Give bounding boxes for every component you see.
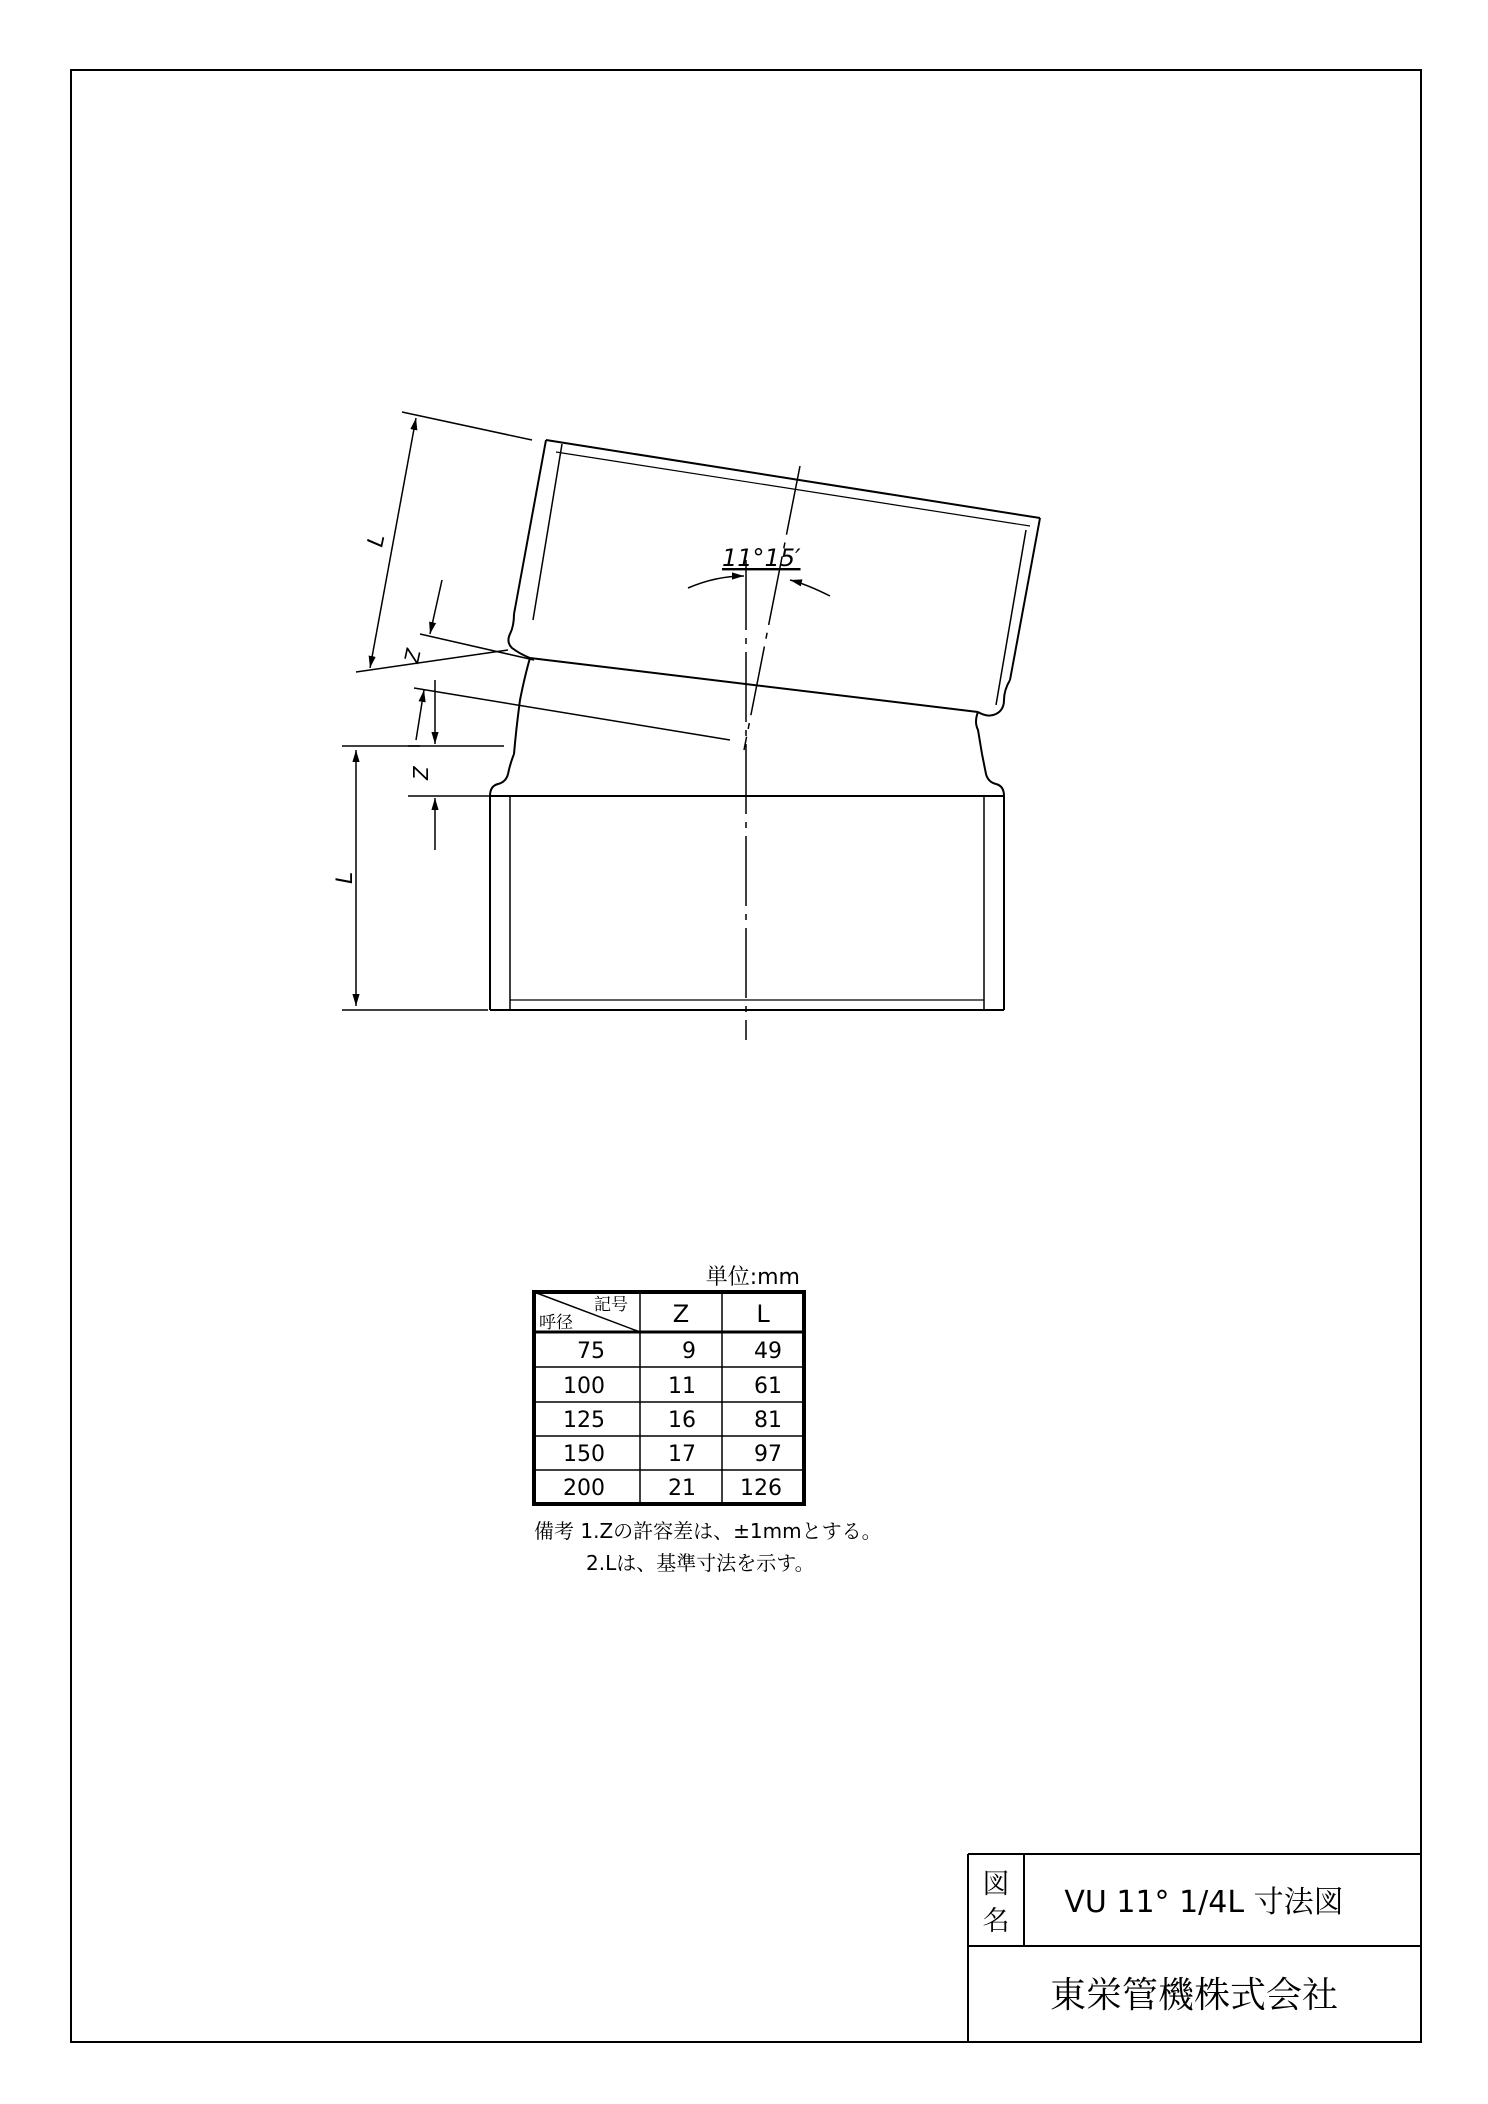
dim-label-l-upper: L — [363, 532, 391, 550]
title-label-top: 図 — [982, 1869, 1010, 1900]
header-l: L — [756, 1300, 770, 1328]
title-block — [968, 1854, 1421, 2042]
angle-label: 11°15′ — [722, 544, 801, 572]
dimension-lines — [342, 412, 730, 1010]
table-cell: 11 — [668, 1374, 696, 1399]
table-cell: 61 — [754, 1374, 782, 1399]
title-label-bottom: 名 — [982, 1906, 1010, 1937]
dim-label-l-lower: L — [333, 871, 358, 884]
table-note-1: 備考 1.Zの許容差は、±1mmとする。 — [534, 1519, 882, 1543]
table-cell: 49 — [754, 1339, 782, 1364]
table-cell: 21 — [668, 1476, 696, 1501]
dimension-table — [534, 1265, 882, 1575]
table-cell: 100 — [563, 1374, 605, 1399]
table-cell: 125 — [563, 1408, 605, 1433]
sheet-border — [71, 70, 1421, 2042]
company-name: 東栄管機株式会社 — [1049, 1975, 1339, 2016]
dim-label-z-upper: Z — [399, 646, 426, 666]
header-z: Z — [672, 1300, 690, 1328]
angle-dimension — [688, 576, 830, 596]
drawing-name: VU 11° 1/4L 寸法図 — [1064, 1885, 1344, 1920]
table-cell: 126 — [740, 1476, 782, 1501]
dim-label-z-lower: Z — [409, 766, 433, 780]
upper-socket — [508, 440, 1040, 716]
table-cell: 17 — [668, 1442, 696, 1467]
fitting-drawing — [490, 440, 1040, 1010]
table-cell: 75 — [577, 1339, 605, 1364]
table-cell: 16 — [668, 1408, 696, 1433]
header-symbol: 記号 — [594, 1295, 628, 1315]
table-unit: 単位:mm — [705, 1265, 800, 1290]
table-cell: 150 — [563, 1442, 605, 1467]
table-cell: 9 — [682, 1339, 696, 1364]
table-note-2: 2.Lは、基準寸法を示す。 — [586, 1551, 815, 1575]
neck — [514, 658, 982, 754]
header-nominal-size: 呼径 — [539, 1313, 573, 1333]
lower-socket — [490, 754, 1004, 1010]
table-cell: 81 — [754, 1408, 782, 1433]
table-cell: 97 — [754, 1442, 782, 1467]
table-cell: 200 — [563, 1476, 605, 1501]
